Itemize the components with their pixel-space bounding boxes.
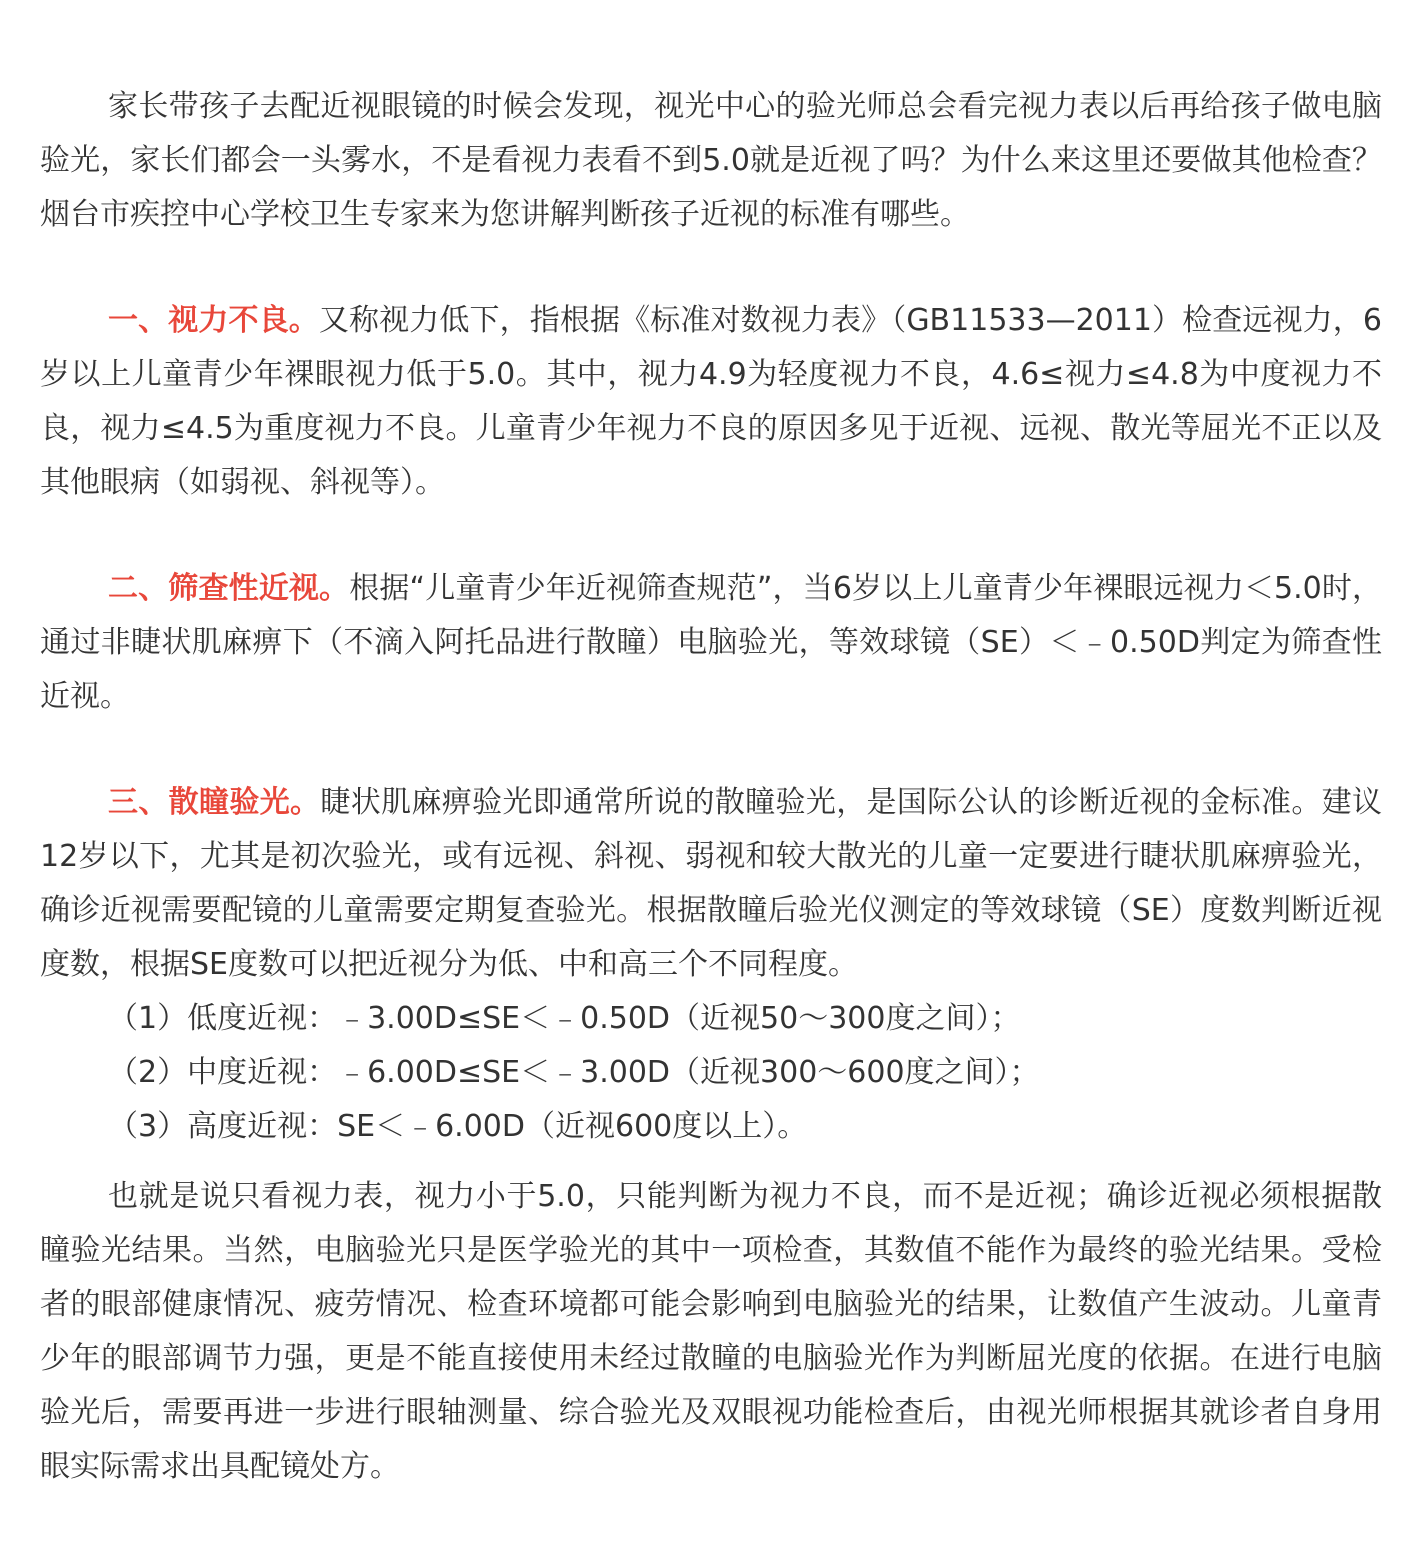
section-visual-impairment <box>40 294 1382 510</box>
section-body-visual-impairment: 又称视力低下，指根据《标准对数视力表》（GB11533—2011）检查远视力，6岁以上儿童青少年裸眼视力低于5.0。其中，视力4.9为轻度视力不良，4.6≤视力≤4.8为中度视力不良，视力≤4.5为重度视力不良。儿童青少年视力不良的原因多见于近视、远视、散光等屈光不正以及其他眼病（如弱视、斜视等）。 <box>40 303 1382 500</box>
section-screening-myopia <box>40 562 1382 724</box>
myopia-level-moderate: （2）中度近视：﹣6.00D≤SE＜﹣3.00D（近视300～600度之间）； <box>108 1055 1040 1090</box>
section-heading-cycloplegic-refraction: 三、散瞳验光。 <box>108 785 321 820</box>
myopia-level-high: （3）高度近视：SE＜﹣6.00D（近视600度以上）。 <box>108 1109 808 1144</box>
section-body-screening-myopia: 根据“儿童青少年近视筛查规范”，当6岁以上儿童青少年裸眼远视力＜5.0时，通过非睫状肌麻痹下（不滴入阿托品进行散瞳）电脑验光，等效球镜（SE）＜﹣0.50D判定为筛查性近视。 <box>40 571 1383 714</box>
section-cycloplegic-refraction <box>40 776 1382 992</box>
intro-paragraph: 家长带孩子去配近视眼镜的时候会发现，视光中心的验光师总会看完视力表以后再给孩子做电脑验光，家长们都会一头雾水，不是看视力表看不到5.0就是近视了吗？为什么来这里还要做其他检查？烟台市疾控中心学校卫生专家来为您讲解判断孩子近视的标准有哪些。 <box>40 89 1382 232</box>
section-body-cycloplegic-refraction: 睫状肌麻痹验光即通常所说的散瞳验光，是国际公认的诊断近视的金标准。建议12岁以下，尤其是初次验光，或有远视、斜视、弱视和较大散光的儿童一定要进行睫状肌麻痹验光，确诊近视需要配镜的儿童需要定期复查验光。根据散瞳后验光仪测定的等效球镜（SE）度数判断近视度数，根据SE度数可以把近视分为低、中和高三个不同程度。 <box>40 785 1382 982</box>
section-heading-screening-myopia: 二、筛查性近视。 <box>108 571 350 606</box>
conclusion-paragraph: 也就是说只看视力表，视力小于5.0，只能判断为视力不良，而不是近视；确诊近视必须根据散瞳验光结果。当然，电脑验光只是医学验光的其中一项检查，其数值不能作为最终的验光结果。受检者的眼部健康情况、疲劳情况、检查环境都可能会影响到电脑验光的结果，让数值产生波动。儿童青少年的眼部调节力强，更是不能直接使用未经过散瞳的电脑验光作为判断屈光度的依据。在进行电脑验光后，需要再进一步进行眼轴测量、综合验光及双眼视功能检查后，由视光师根据其就诊者自身用眼实际需求出具配镜处方。 <box>40 1179 1382 1484</box>
myopia-level-low: （1）低度近视：﹣3.00D≤SE＜﹣0.50D（近视50～300度之间）； <box>108 1001 1021 1036</box>
section-heading-visual-impairment: 一、视力不良。 <box>108 303 319 338</box>
